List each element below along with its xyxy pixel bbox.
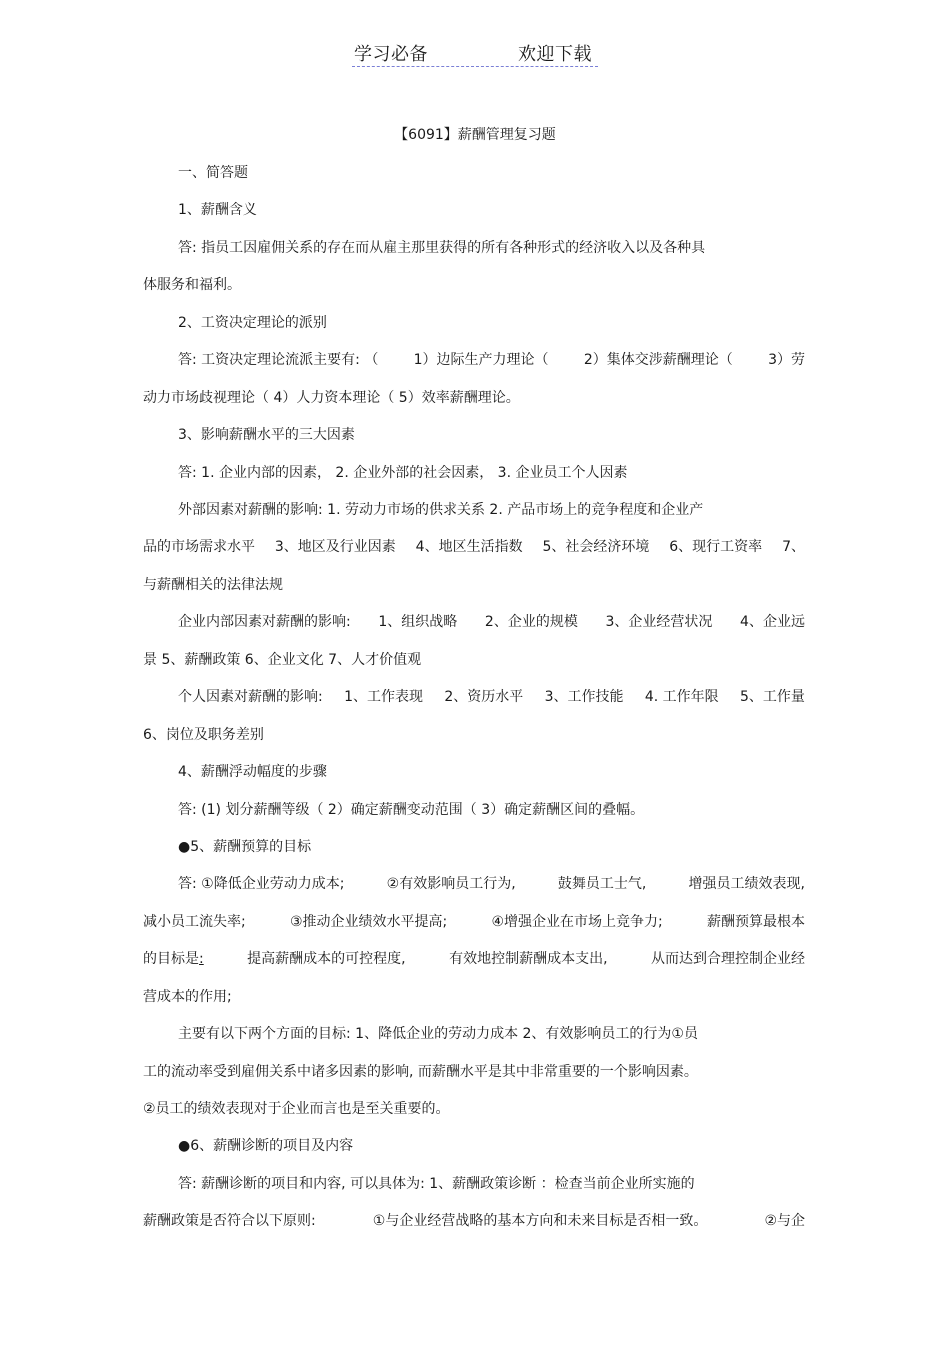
text-segment: 5、社会经济环境	[542, 539, 650, 555]
answer-text: 答: 1. 企业内部的因素， 2. 企业外部的社会因素， 3. 企业员工个人因素	[178, 465, 628, 481]
text-segment: 5、工作量	[740, 689, 805, 705]
text-segment: 鼓舞员工士气,	[557, 876, 647, 892]
answer-text	[143, 350, 805, 370]
text-segment: ②与企	[764, 1213, 805, 1229]
text-segment: 1、组织战略	[378, 614, 458, 630]
answer-text	[143, 874, 805, 894]
text-segment: 3、地区及行业因素	[274, 539, 396, 555]
text-segment: 3、工作技能	[544, 689, 624, 705]
text-segment: ②有效影响员工行为,	[386, 876, 516, 892]
text-segment: ①与企业经营战略的基本方向和未来目标是否相一致。	[372, 1213, 708, 1229]
text-segment: 2、资历水平	[444, 689, 524, 705]
text-segment: 答: ①降低企业劳动力成本;	[178, 876, 345, 892]
text-segment: 品的市场需求水平	[143, 539, 255, 555]
question-heading: 2、工资决定理论的派别	[178, 315, 327, 331]
text-segment: 2、企业的规模	[484, 614, 578, 630]
answer-text: 6、岗位及职务差别	[143, 727, 264, 743]
text-segment	[143, 949, 204, 969]
answer-text	[143, 912, 805, 932]
text-segment: 3）劳	[768, 352, 805, 368]
answer-text: 答: 指员工因雇佣关系的存在而从雇主那里获得的所有各种形式的经济收入以及各种具	[178, 240, 706, 256]
answer-text: 营成本的作用;	[143, 989, 232, 1005]
text-segment: 7、	[782, 539, 805, 555]
page-header	[352, 38, 598, 67]
text-segment: 答: 工资决定理论流派主要有: （	[178, 352, 379, 368]
text-segment: ③推动企业绩效水平提高;	[289, 914, 448, 930]
question-heading: 4、薪酬浮动幅度的步骤	[178, 764, 327, 780]
answer-text	[143, 612, 805, 632]
header-left-text: 学习必备	[354, 44, 428, 65]
text-segment: 薪酬政策是否符合以下原则:	[143, 1213, 316, 1229]
answer-text: ②员工的绩效表现对于企业而言也是至关重要的。	[143, 1101, 450, 1117]
text-segment: 1、工作表现	[344, 689, 423, 705]
text-segment: 提高薪酬成本的可控程度,	[247, 951, 406, 967]
text-segment: 3、企业经营状况	[605, 614, 713, 630]
question-heading: 3、影响薪酬水平的三大因素	[178, 427, 355, 443]
answer-text: 体服务和福利。	[143, 277, 241, 293]
text-segment: 企业内部因素对薪酬的影响:	[178, 614, 351, 630]
text-segment: 个人因素对薪酬的影响:	[178, 689, 323, 705]
answer-text	[143, 537, 805, 557]
text-segment: 减小员工流失率;	[143, 914, 246, 930]
answer-text	[143, 1211, 805, 1231]
text-segment: ④增强企业在市场上竞争力;	[491, 914, 663, 930]
text-segment: 1）边际生产力理论（	[413, 352, 549, 368]
question-heading: ●5、薪酬预算的目标	[178, 839, 312, 855]
text-segment: 4. 工作年限	[644, 689, 719, 705]
answer-text: 主要有以下两个方面的目标: 1、降低企业的劳动力成本 2、有效影响员工的行为①员	[178, 1026, 698, 1042]
text-segment: 增强员工绩效表现,	[688, 876, 805, 892]
answer-text: 外部因素对薪酬的影响: 1. 劳动力市场的供求关系 2. 产品市场上的竞争程度和企业产	[178, 502, 704, 518]
header-right-text: 欢迎下载	[518, 44, 592, 65]
answer-text: 动力市场歧视理论（ 4）人力资本理论（ 5）效率薪酬理论。	[143, 390, 520, 406]
answer-text: 工的流动率受到雇佣关系中诸多因素的影响, 而薪酬水平是其中非常重要的一个影响因素。	[143, 1064, 698, 1080]
text-segment: 4、地区生活指数	[415, 539, 523, 555]
section-heading: 一、简答题	[178, 165, 248, 181]
text-segment: 的目标是	[143, 951, 199, 967]
text-segment: 6、现行工资率	[669, 539, 763, 555]
underlined-colon: :	[199, 951, 204, 967]
question-heading: ●6、薪酬诊断的项目及内容	[178, 1138, 354, 1154]
answer-text: 景 5、薪酬政策 6、企业文化 7、人才价值观	[143, 652, 422, 668]
text-segment: 2）集体交涉薪酬理论（	[583, 352, 733, 368]
text-segment: 有效地控制薪酬成本支出,	[449, 951, 608, 967]
answer-text	[143, 687, 805, 707]
text-segment: 薪酬预算最根本	[706, 914, 805, 930]
document-title: 【6091】薪酬管理复习题	[394, 127, 556, 143]
answer-text	[143, 949, 805, 969]
answer-text: 答: (1) 划分薪酬等级（ 2）确定薪酬变动范围（ 3）确定薪酬区间的叠幅。	[178, 802, 645, 818]
answer-text: 与薪酬相关的法律法规	[143, 577, 283, 593]
text-segment: 4、企业远	[740, 614, 805, 630]
answer-text: 答: 薪酬诊断的项目和内容, 可以具体为: 1、薪酬政策诊断 ：检查当前企业所实施的	[178, 1176, 695, 1192]
text-segment: 从而达到合理控制企业经	[650, 951, 805, 967]
question-heading: 1、薪酬含义	[178, 202, 257, 218]
